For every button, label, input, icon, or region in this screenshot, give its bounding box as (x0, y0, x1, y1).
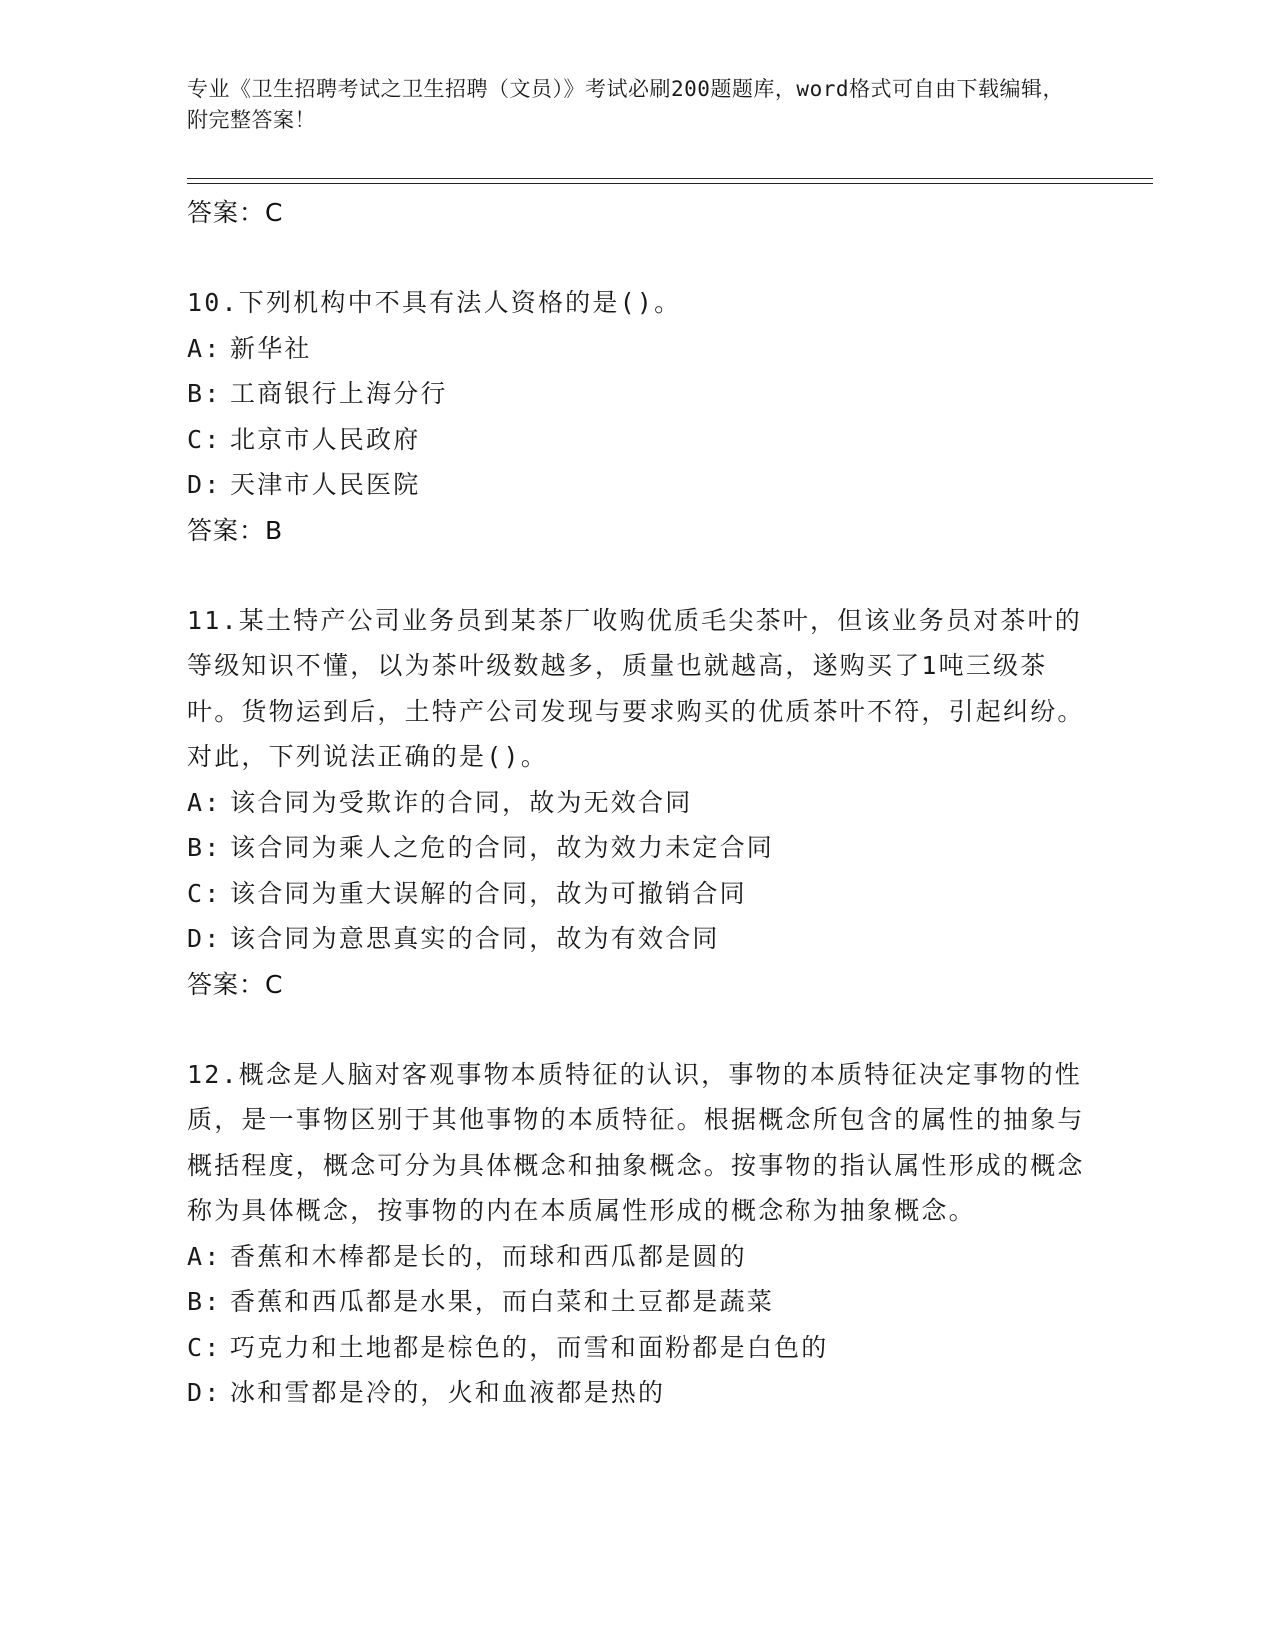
option-text: 冰和雪都是冷的，火和血液都是热的 (230, 1378, 666, 1407)
option-label: C: (187, 424, 222, 454)
option-label: A: (187, 1241, 222, 1271)
option-text: 新华社 (230, 333, 312, 363)
answer-value: C (265, 198, 284, 227)
option-b (187, 825, 1087, 871)
question-12 (187, 1052, 1087, 1234)
answer-value: C (265, 969, 284, 999)
option-text: 巧克力和土地都是棕色的，而雪和面粉都是白色的 (230, 1332, 829, 1362)
question-number: 11. (187, 605, 239, 635)
option-text: 天津市人民医院 (230, 470, 421, 499)
option-label: B: (187, 833, 222, 862)
question-text: 下列机构中不具有法人资格的是()。 (238, 288, 682, 317)
option-a (187, 326, 1087, 372)
option-label: D: (187, 1378, 222, 1407)
option-label: A: (187, 333, 222, 363)
header-text: 专业《卫生招聘考试之卫生招聘（文员）》考试必刷200题题库，word格式可自由下载编辑，附完整答案！ (187, 77, 1064, 132)
answer-label: 答案： (187, 969, 266, 999)
option-text: 该合同为重大误解的合同，故为可撤销合同 (230, 878, 747, 908)
option-d (187, 462, 1087, 508)
question-number: 12. (187, 1059, 239, 1089)
question-block-10 (187, 280, 1087, 553)
option-c (187, 871, 1087, 917)
question-content (187, 190, 1087, 1416)
option-label: C: (187, 1332, 222, 1362)
question-text: 概念是人脑对客观事物本质特征的认识，事物的本质特征决定事物的性质，是一事物区别于其他事物的本质特征。根据概念所包含的属性的抽象与概括程度，概念可分为具体概念和抽象概念。按事物的指认属性形成的概念称为具体概念，按事物的内在本质属性形成的概念称为抽象概念。 (187, 1059, 1085, 1225)
option-b (187, 371, 1087, 417)
option-label: C: (187, 878, 222, 908)
answer-label: 答案： (187, 515, 266, 545)
option-c (187, 417, 1087, 463)
option-a (187, 1234, 1087, 1280)
header-rule-bottom (187, 183, 1153, 184)
option-text: 香蕉和木棒都是长的，而球和西瓜都是圆的 (230, 1241, 747, 1271)
answer-label: 答案： (187, 198, 266, 227)
question-11 (187, 598, 1087, 780)
option-label: D: (187, 924, 222, 953)
option-b (187, 1279, 1087, 1325)
previous-answer (187, 190, 1087, 235)
question-text: 某土特产公司业务员到某茶厂收购优质毛尖茶叶，但该业务员对茶叶的等级知识不懂，以为茶叶级数越多，质量也就越高，遂购买了1吨三级茶叶。货物运到后，土特产公司发现与要求购买的优质茶叶不符，引起纠纷。对此，下列说法正确的是()。 (187, 605, 1085, 771)
question-10 (187, 280, 1087, 326)
option-text: 该合同为受欺诈的合同，故为无效合同 (230, 787, 693, 817)
option-a (187, 780, 1087, 826)
question-block-12 (187, 1052, 1087, 1416)
option-text: 该合同为乘人之危的合同，故为效力未定合同 (230, 833, 775, 862)
option-d (187, 916, 1087, 962)
answer-value: B (265, 515, 284, 545)
option-c (187, 1325, 1087, 1371)
option-text: 北京市人民政府 (230, 424, 421, 454)
page-header (187, 74, 1067, 136)
question-number: 10. (187, 288, 239, 317)
option-label: D: (187, 470, 222, 499)
answer-11 (187, 962, 1087, 1007)
option-text: 工商银行上海分行 (230, 379, 448, 408)
answer-10 (187, 508, 1087, 553)
option-text: 香蕉和西瓜都是水果，而白菜和土豆都是蔬菜 (230, 1287, 775, 1316)
option-text: 该合同为意思真实的合同，故为有效合同 (230, 924, 720, 953)
option-label: B: (187, 1287, 222, 1316)
option-label: A: (187, 787, 222, 817)
question-block-11 (187, 598, 1087, 1007)
option-d (187, 1370, 1087, 1416)
header-rule-top (187, 178, 1153, 179)
option-label: B: (187, 379, 222, 408)
